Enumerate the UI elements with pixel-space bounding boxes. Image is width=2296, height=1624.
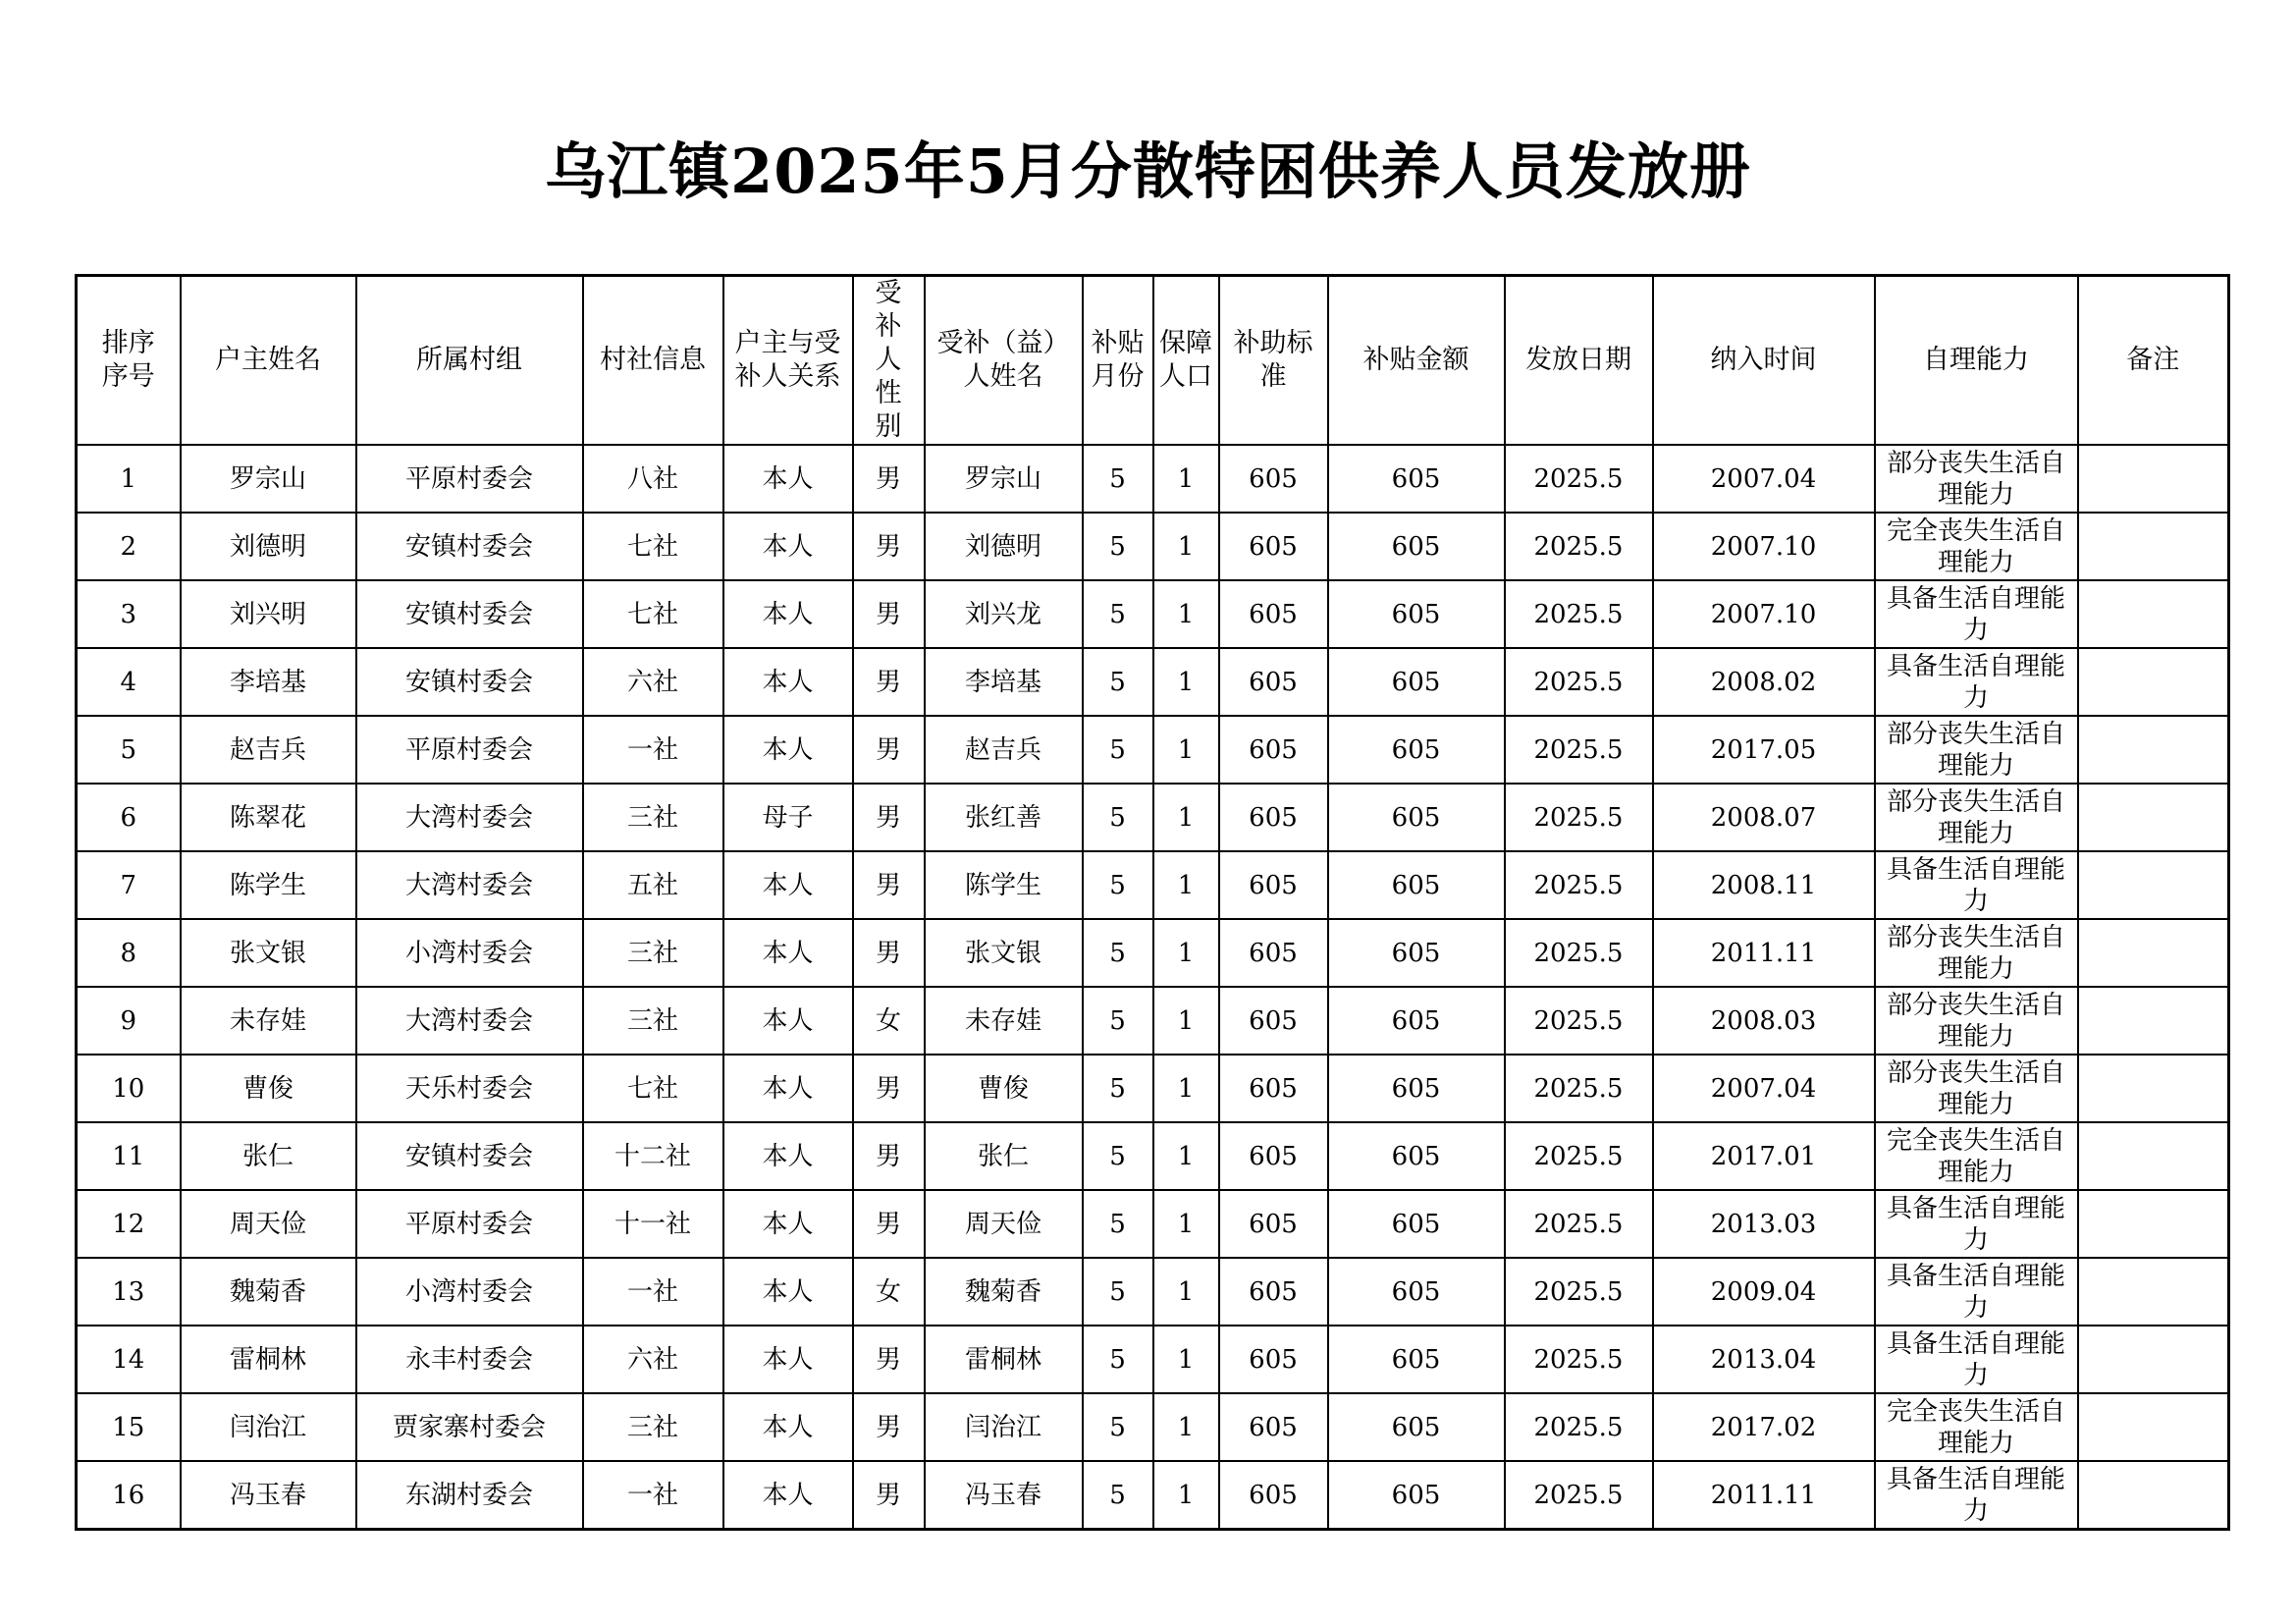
cell-household-head: 曹俊 (181, 1055, 356, 1122)
header-gender-label: 受补人性别 (875, 278, 902, 442)
cell-months: 5 (1083, 1258, 1153, 1326)
cell-serial: 1 (77, 445, 181, 513)
cell-serial: 16 (77, 1461, 181, 1530)
header-serial-label: 排序序号 (101, 328, 155, 392)
cell-serial: 6 (77, 784, 181, 851)
table-row (77, 1190, 2229, 1258)
cell-household-head: 刘德明 (181, 513, 356, 580)
cell-ability: 具备生活自理能力 (1875, 1461, 2078, 1530)
cell-gender: 男 (853, 1190, 925, 1258)
cell-standard: 605 (1219, 716, 1328, 784)
cell-beneficiary: 刘兴龙 (925, 580, 1083, 648)
cell-village: 小湾村委会 (356, 1258, 583, 1326)
cell-amount: 605 (1328, 784, 1505, 851)
cell-relation: 母子 (723, 784, 853, 851)
cell-persons: 1 (1153, 648, 1219, 716)
cell-amount: 605 (1328, 1190, 1505, 1258)
cell-gender: 男 (853, 1122, 925, 1190)
cell-village: 平原村委会 (356, 1190, 583, 1258)
cell-gender: 男 (853, 1055, 925, 1122)
cell-relation: 本人 (723, 1461, 853, 1530)
cell-gender: 女 (853, 987, 925, 1055)
cell-months: 5 (1083, 919, 1153, 987)
cell-months: 5 (1083, 580, 1153, 648)
cell-note (2078, 784, 2229, 851)
cell-amount: 605 (1328, 919, 1505, 987)
cell-relation: 本人 (723, 513, 853, 580)
cell-group: 六社 (583, 1326, 723, 1393)
cell-relation: 本人 (723, 919, 853, 987)
cell-relation: 本人 (723, 1190, 853, 1258)
cell-serial: 5 (77, 716, 181, 784)
cell-standard: 605 (1219, 1122, 1328, 1190)
cell-relation: 本人 (723, 1258, 853, 1326)
cell-serial: 10 (77, 1055, 181, 1122)
cell-beneficiary: 曹俊 (925, 1055, 1083, 1122)
cell-ability: 完全丧失生活自理能力 (1875, 1122, 2078, 1190)
cell-gender: 男 (853, 513, 925, 580)
table-row (77, 1461, 2229, 1530)
cell-beneficiary: 张文银 (925, 919, 1083, 987)
cell-standard: 605 (1219, 851, 1328, 919)
cell-note (2078, 851, 2229, 919)
cell-ability: 部分丧失生活自理能力 (1875, 784, 2078, 851)
header-amount: 补贴金额 (1328, 276, 1505, 446)
cell-issue-date: 2025.5 (1505, 513, 1653, 580)
cell-amount: 605 (1328, 648, 1505, 716)
cell-amount: 605 (1328, 716, 1505, 784)
cell-relation: 本人 (723, 716, 853, 784)
header-standard (1219, 276, 1328, 446)
cell-persons: 1 (1153, 1461, 1219, 1530)
cell-issue-date: 2025.5 (1505, 1055, 1653, 1122)
cell-persons: 1 (1153, 1326, 1219, 1393)
header-persons (1153, 276, 1219, 446)
cell-beneficiary: 雷桐林 (925, 1326, 1083, 1393)
cell-standard: 605 (1219, 1393, 1328, 1461)
cell-persons: 1 (1153, 580, 1219, 648)
cell-amount: 605 (1328, 1461, 1505, 1530)
cell-household-head: 罗宗山 (181, 445, 356, 513)
header-join-date: 纳入时间 (1653, 276, 1875, 446)
cell-gender: 男 (853, 919, 925, 987)
cell-months: 5 (1083, 1393, 1153, 1461)
cell-serial: 9 (77, 987, 181, 1055)
header-months-label: 补贴月份 (1091, 328, 1145, 392)
cell-household-head: 周天俭 (181, 1190, 356, 1258)
cell-beneficiary: 张仁 (925, 1122, 1083, 1190)
cell-group: 三社 (583, 987, 723, 1055)
cell-standard: 605 (1219, 580, 1328, 648)
cell-join-date: 2017.01 (1653, 1122, 1875, 1190)
header-relation (723, 276, 853, 446)
cell-ability: 部分丧失生活自理能力 (1875, 1055, 2078, 1122)
cell-group: 一社 (583, 716, 723, 784)
cell-issue-date: 2025.5 (1505, 851, 1653, 919)
table-row (77, 648, 2229, 716)
cell-beneficiary: 未存娃 (925, 987, 1083, 1055)
cell-issue-date: 2025.5 (1505, 1122, 1653, 1190)
recipient-table (75, 274, 2230, 1531)
cell-persons: 1 (1153, 1122, 1219, 1190)
header-beneficiary (925, 276, 1083, 446)
cell-relation: 本人 (723, 987, 853, 1055)
cell-join-date: 2008.07 (1653, 784, 1875, 851)
cell-months: 5 (1083, 987, 1153, 1055)
table-row (77, 919, 2229, 987)
cell-months: 5 (1083, 1461, 1153, 1530)
cell-persons: 1 (1153, 445, 1219, 513)
cell-group: 七社 (583, 513, 723, 580)
cell-relation: 本人 (723, 580, 853, 648)
cell-village: 平原村委会 (356, 716, 583, 784)
cell-months: 5 (1083, 1190, 1153, 1258)
cell-join-date: 2008.03 (1653, 987, 1875, 1055)
cell-months: 5 (1083, 445, 1153, 513)
cell-issue-date: 2025.5 (1505, 1326, 1653, 1393)
cell-note (2078, 987, 2229, 1055)
cell-household-head: 魏菊香 (181, 1258, 356, 1326)
cell-amount: 605 (1328, 1122, 1505, 1190)
cell-join-date: 2013.03 (1653, 1190, 1875, 1258)
cell-persons: 1 (1153, 987, 1219, 1055)
cell-amount: 605 (1328, 513, 1505, 580)
cell-persons: 1 (1153, 513, 1219, 580)
cell-village: 大湾村委会 (356, 987, 583, 1055)
cell-serial: 4 (77, 648, 181, 716)
cell-amount: 605 (1328, 1258, 1505, 1326)
cell-gender: 男 (853, 1461, 925, 1530)
cell-ability: 具备生活自理能力 (1875, 851, 2078, 919)
cell-gender: 女 (853, 1258, 925, 1326)
cell-relation: 本人 (723, 1393, 853, 1461)
cell-gender: 男 (853, 1326, 925, 1393)
cell-join-date: 2011.11 (1653, 1461, 1875, 1530)
cell-join-date: 2007.10 (1653, 580, 1875, 648)
cell-ability: 部分丧失生活自理能力 (1875, 716, 2078, 784)
cell-gender: 男 (853, 580, 925, 648)
table-row (77, 580, 2229, 648)
cell-persons: 1 (1153, 919, 1219, 987)
header-beneficiary-label: 受补（益）人姓名 (936, 328, 1070, 392)
cell-household-head: 冯玉春 (181, 1461, 356, 1530)
cell-months: 5 (1083, 1055, 1153, 1122)
header-relation-label: 户主与受补人关系 (734, 328, 841, 392)
cell-ability: 部分丧失生活自理能力 (1875, 445, 2078, 513)
cell-gender: 男 (853, 784, 925, 851)
header-ability: 自理能力 (1875, 276, 2078, 446)
table-header-row (77, 276, 2229, 446)
table-row (77, 1122, 2229, 1190)
table-row (77, 513, 2229, 580)
cell-beneficiary: 魏菊香 (925, 1258, 1083, 1326)
cell-join-date: 2011.11 (1653, 919, 1875, 987)
cell-note (2078, 1055, 2229, 1122)
cell-note (2078, 513, 2229, 580)
cell-group: 十二社 (583, 1122, 723, 1190)
cell-village: 安镇村委会 (356, 580, 583, 648)
cell-persons: 1 (1153, 851, 1219, 919)
table-row (77, 1326, 2229, 1393)
cell-group: 七社 (583, 580, 723, 648)
cell-group: 八社 (583, 445, 723, 513)
cell-serial: 15 (77, 1393, 181, 1461)
cell-household-head: 李培基 (181, 648, 356, 716)
cell-household-head: 雷桐林 (181, 1326, 356, 1393)
cell-months: 5 (1083, 1122, 1153, 1190)
cell-gender: 男 (853, 1393, 925, 1461)
cell-persons: 1 (1153, 1190, 1219, 1258)
cell-join-date: 2007.04 (1653, 445, 1875, 513)
cell-issue-date: 2025.5 (1505, 1190, 1653, 1258)
cell-group: 三社 (583, 919, 723, 987)
table-row (77, 851, 2229, 919)
cell-issue-date: 2025.5 (1505, 987, 1653, 1055)
cell-household-head: 陈翠花 (181, 784, 356, 851)
cell-ability: 具备生活自理能力 (1875, 1326, 2078, 1393)
cell-village: 贾家寨村委会 (356, 1393, 583, 1461)
cell-group: 三社 (583, 784, 723, 851)
cell-join-date: 2013.04 (1653, 1326, 1875, 1393)
cell-group: 七社 (583, 1055, 723, 1122)
cell-standard: 605 (1219, 648, 1328, 716)
cell-village: 安镇村委会 (356, 1122, 583, 1190)
cell-note (2078, 1461, 2229, 1530)
cell-persons: 1 (1153, 784, 1219, 851)
cell-village: 小湾村委会 (356, 919, 583, 987)
cell-standard: 605 (1219, 1461, 1328, 1530)
header-months (1083, 276, 1153, 446)
cell-issue-date: 2025.5 (1505, 1393, 1653, 1461)
cell-gender: 男 (853, 851, 925, 919)
cell-months: 5 (1083, 784, 1153, 851)
cell-months: 5 (1083, 513, 1153, 580)
cell-household-head: 闫治江 (181, 1393, 356, 1461)
cell-months: 5 (1083, 851, 1153, 919)
cell-relation: 本人 (723, 445, 853, 513)
cell-issue-date: 2025.5 (1505, 784, 1653, 851)
cell-amount: 605 (1328, 1326, 1505, 1393)
header-group: 村社信息 (583, 276, 723, 446)
cell-note (2078, 648, 2229, 716)
header-persons-label: 保障人口 (1159, 328, 1212, 392)
table-row (77, 1258, 2229, 1326)
cell-household-head: 未存娃 (181, 987, 356, 1055)
cell-standard: 605 (1219, 784, 1328, 851)
cell-months: 5 (1083, 648, 1153, 716)
cell-persons: 1 (1153, 1393, 1219, 1461)
cell-beneficiary: 刘德明 (925, 513, 1083, 580)
cell-join-date: 2017.05 (1653, 716, 1875, 784)
header-issue-date: 发放日期 (1505, 276, 1653, 446)
cell-amount: 605 (1328, 1393, 1505, 1461)
cell-issue-date: 2025.5 (1505, 648, 1653, 716)
cell-relation: 本人 (723, 648, 853, 716)
cell-issue-date: 2025.5 (1505, 919, 1653, 987)
cell-ability: 部分丧失生活自理能力 (1875, 919, 2078, 987)
cell-village: 东湖村委会 (356, 1461, 583, 1530)
cell-beneficiary: 陈学生 (925, 851, 1083, 919)
header-note: 备注 (2078, 276, 2229, 446)
cell-gender: 男 (853, 716, 925, 784)
cell-ability: 完全丧失生活自理能力 (1875, 513, 2078, 580)
cell-serial: 11 (77, 1122, 181, 1190)
cell-serial: 12 (77, 1190, 181, 1258)
cell-beneficiary: 张红善 (925, 784, 1083, 851)
cell-relation: 本人 (723, 1326, 853, 1393)
cell-note (2078, 1393, 2229, 1461)
cell-household-head: 张文银 (181, 919, 356, 987)
cell-village: 安镇村委会 (356, 648, 583, 716)
cell-serial: 3 (77, 580, 181, 648)
cell-persons: 1 (1153, 1055, 1219, 1122)
table-row (77, 445, 2229, 513)
cell-village: 平原村委会 (356, 445, 583, 513)
cell-gender: 男 (853, 648, 925, 716)
cell-village: 大湾村委会 (356, 784, 583, 851)
cell-issue-date: 2025.5 (1505, 716, 1653, 784)
cell-household-head: 刘兴明 (181, 580, 356, 648)
cell-join-date: 2008.11 (1653, 851, 1875, 919)
cell-join-date: 2008.02 (1653, 648, 1875, 716)
cell-ability: 完全丧失生活自理能力 (1875, 1393, 2078, 1461)
table-body (77, 445, 2229, 1530)
table-row (77, 784, 2229, 851)
cell-serial: 13 (77, 1258, 181, 1326)
cell-join-date: 2017.02 (1653, 1393, 1875, 1461)
cell-ability: 部分丧失生活自理能力 (1875, 987, 2078, 1055)
cell-standard: 605 (1219, 445, 1328, 513)
cell-note (2078, 445, 2229, 513)
cell-note (2078, 716, 2229, 784)
cell-note (2078, 1190, 2229, 1258)
cell-issue-date: 2025.5 (1505, 1258, 1653, 1326)
header-village: 所属村组 (356, 276, 583, 446)
cell-household-head: 陈学生 (181, 851, 356, 919)
cell-note (2078, 1326, 2229, 1393)
page-title: 乌江镇2025年5月分散特困供养人员发放册 (545, 135, 1751, 207)
cell-group: 五社 (583, 851, 723, 919)
cell-beneficiary: 冯玉春 (925, 1461, 1083, 1530)
cell-months: 5 (1083, 716, 1153, 784)
cell-household-head: 赵吉兵 (181, 716, 356, 784)
header-serial (77, 276, 181, 446)
cell-months: 5 (1083, 1326, 1153, 1393)
cell-village: 永丰村委会 (356, 1326, 583, 1393)
cell-beneficiary: 赵吉兵 (925, 716, 1083, 784)
cell-ability: 具备生活自理能力 (1875, 580, 2078, 648)
cell-serial: 8 (77, 919, 181, 987)
cell-serial: 7 (77, 851, 181, 919)
cell-join-date: 2007.10 (1653, 513, 1875, 580)
cell-relation: 本人 (723, 1122, 853, 1190)
cell-beneficiary: 闫治江 (925, 1393, 1083, 1461)
header-gender (853, 276, 925, 446)
cell-village: 天乐村委会 (356, 1055, 583, 1122)
cell-relation: 本人 (723, 1055, 853, 1122)
cell-issue-date: 2025.5 (1505, 580, 1653, 648)
cell-note (2078, 1258, 2229, 1326)
cell-ability: 具备生活自理能力 (1875, 1258, 2078, 1326)
cell-group: 六社 (583, 648, 723, 716)
cell-amount: 605 (1328, 987, 1505, 1055)
cell-standard: 605 (1219, 987, 1328, 1055)
cell-group: 三社 (583, 1393, 723, 1461)
cell-standard: 605 (1219, 1055, 1328, 1122)
cell-amount: 605 (1328, 1055, 1505, 1122)
cell-standard: 605 (1219, 1258, 1328, 1326)
cell-ability: 具备生活自理能力 (1875, 648, 2078, 716)
table-row (77, 987, 2229, 1055)
table-row (77, 1055, 2229, 1122)
cell-beneficiary: 李培基 (925, 648, 1083, 716)
cell-village: 安镇村委会 (356, 513, 583, 580)
cell-amount: 605 (1328, 851, 1505, 919)
table-row (77, 716, 2229, 784)
cell-amount: 605 (1328, 580, 1505, 648)
cell-standard: 605 (1219, 919, 1328, 987)
cell-issue-date: 2025.5 (1505, 445, 1653, 513)
cell-household-head: 张仁 (181, 1122, 356, 1190)
cell-group: 一社 (583, 1461, 723, 1530)
cell-group: 一社 (583, 1258, 723, 1326)
cell-gender: 男 (853, 445, 925, 513)
cell-standard: 605 (1219, 513, 1328, 580)
cell-persons: 1 (1153, 716, 1219, 784)
cell-ability: 具备生活自理能力 (1875, 1190, 2078, 1258)
cell-serial: 2 (77, 513, 181, 580)
cell-serial: 14 (77, 1326, 181, 1393)
cell-amount: 605 (1328, 445, 1505, 513)
cell-note (2078, 1122, 2229, 1190)
cell-beneficiary: 周天俭 (925, 1190, 1083, 1258)
cell-issue-date: 2025.5 (1505, 1461, 1653, 1530)
cell-note (2078, 919, 2229, 987)
cell-beneficiary: 罗宗山 (925, 445, 1083, 513)
cell-relation: 本人 (723, 851, 853, 919)
cell-village: 大湾村委会 (356, 851, 583, 919)
cell-persons: 1 (1153, 1258, 1219, 1326)
header-household-head: 户主姓名 (181, 276, 356, 446)
cell-standard: 605 (1219, 1190, 1328, 1258)
header-standard-label: 补助标准 (1233, 328, 1313, 392)
cell-join-date: 2007.04 (1653, 1055, 1875, 1122)
cell-standard: 605 (1219, 1326, 1328, 1393)
cell-note (2078, 580, 2229, 648)
table-row (77, 1393, 2229, 1461)
cell-group: 十一社 (583, 1190, 723, 1258)
cell-join-date: 2009.04 (1653, 1258, 1875, 1326)
